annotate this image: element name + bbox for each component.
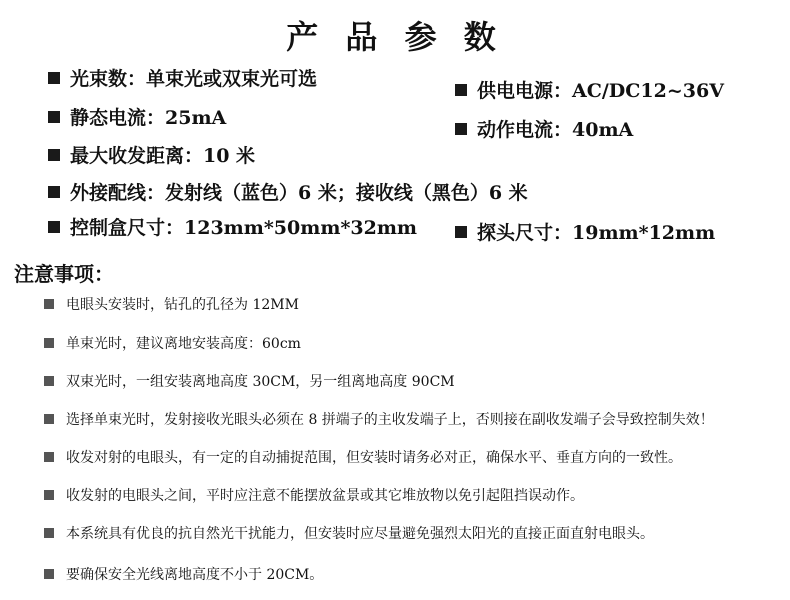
spec-text: 控制盒尺寸：123mm*50mm*32mm [70, 217, 418, 239]
note-text: 收发射的电眼头之间，平时应注意不能摆放盆景或其它堆放物以免引起阻挡误动作。 [66, 488, 584, 504]
spec-text: 最大收发距离：10 米 [70, 145, 256, 167]
note-text: 本系统具有优良的抗自然光干扰能力，但安装时应尽量避免强烈太阳光的直接正面直射电眼头。 [66, 526, 654, 542]
notes-heading: 注意事项： [14, 262, 114, 286]
square-bullet-icon [48, 149, 60, 161]
square-bullet-icon [44, 376, 54, 386]
spec-static-current [48, 103, 226, 130]
note-text: 双束光时，一组安装离地高度 30CM，另一组离地高度 90CM [66, 374, 455, 390]
spec-external-wire [48, 178, 528, 205]
note-item [44, 523, 654, 543]
note-text: 单束光时，建议离地安装高度：60cm [66, 336, 301, 352]
note-text: 收发对射的电眼头，有一定的自动捕捉范围，但安装时请务必对正，确保水平、垂直方向的一致性。 [66, 450, 682, 466]
spec-text: 静态电流：25mA [70, 107, 227, 129]
note-text: 要确保安全光线离地高度不小于 20CM。 [66, 567, 324, 583]
spec-power-supply [455, 76, 724, 103]
note-item [44, 564, 323, 584]
spec-probe-size [455, 218, 715, 245]
spec-text: 探头尺寸：19mm*12mm [477, 222, 716, 244]
square-bullet-icon [44, 569, 54, 579]
square-bullet-icon [48, 221, 60, 233]
spec-text: 动作电流：40mA [477, 119, 634, 141]
note-item [44, 485, 584, 505]
square-bullet-icon [455, 84, 467, 96]
square-bullet-icon [44, 338, 54, 348]
square-bullet-icon [44, 452, 54, 462]
square-bullet-icon [455, 123, 467, 135]
note-item [44, 409, 714, 429]
square-bullet-icon [48, 186, 60, 198]
spec-max-distance [48, 141, 255, 168]
square-bullet-icon [44, 299, 54, 309]
square-bullet-icon [455, 226, 467, 238]
spec-text: 外接配线：发射线（蓝色）6 米；接收线（黑色）6 米 [70, 182, 528, 204]
spec-control-box-size [48, 213, 417, 240]
square-bullet-icon [44, 528, 54, 538]
spec-beam-count [48, 64, 317, 91]
note-text: 电眼头安装时，钻孔的孔径为 12MM [66, 297, 299, 313]
square-bullet-icon [48, 111, 60, 123]
spec-text: 供电电源：AC/DC12~36V [477, 80, 724, 102]
spec-text: 光束数：单束光或双束光可选 [70, 68, 318, 90]
spec-action-current [455, 115, 633, 142]
square-bullet-icon [44, 414, 54, 424]
note-item [44, 333, 301, 353]
note-item [44, 371, 455, 391]
square-bullet-icon [48, 72, 60, 84]
page-title: 产 品 参 数 [286, 18, 504, 56]
square-bullet-icon [44, 490, 54, 500]
note-item [44, 447, 682, 467]
note-item [44, 294, 299, 314]
note-text: 选择单束光时，发射接收光眼头必须在 8 拼端子的主收发端子上，否则接在副收发端子会导致控制失效！ [66, 412, 714, 428]
